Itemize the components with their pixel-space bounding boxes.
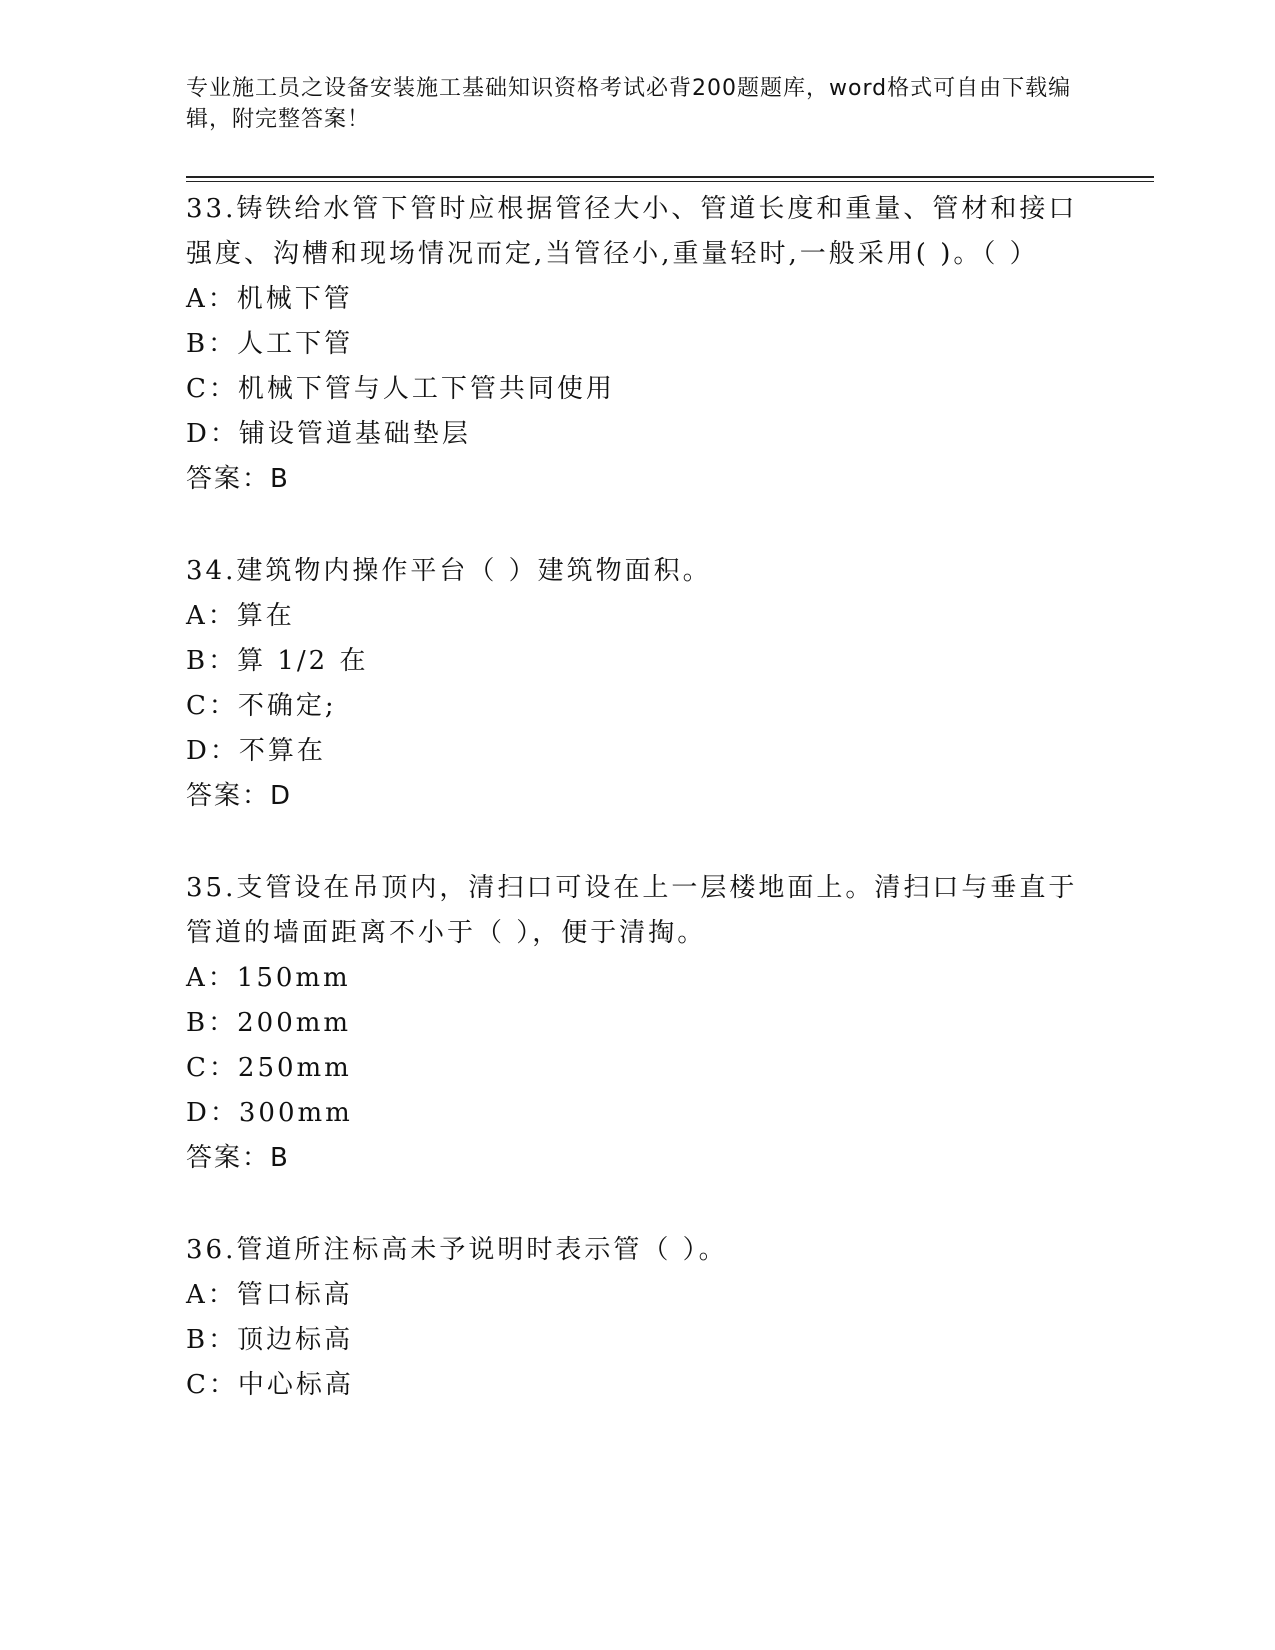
question-text: 33.铸铁给水管下管时应根据管径大小、管道长度和重量、管材和接口强度、沟槽和现场情况而定,当管径小,重量轻时,一般采用( )。（ ） bbox=[186, 194, 1078, 269]
option-label: A： bbox=[186, 963, 237, 993]
option-a bbox=[186, 956, 1086, 1001]
option-a bbox=[186, 594, 1086, 639]
option-b bbox=[186, 1001, 1086, 1046]
question-gap bbox=[186, 502, 1086, 549]
option-d bbox=[186, 1091, 1086, 1136]
question-text: 35.支管设在吊顶内，清扫口可设在上一层楼地面上。清扫口与垂直于管道的墙面距离不小于（ ），便于清掏。 bbox=[186, 873, 1078, 948]
option-label: A： bbox=[186, 1280, 237, 1310]
option-label: C： bbox=[186, 374, 238, 404]
option-text: 机械下管与人工下管共同使用 bbox=[237, 374, 615, 404]
option-label: C： bbox=[186, 691, 238, 721]
question-35 bbox=[186, 866, 1086, 1181]
option-text: 铺设管道基础垫层 bbox=[238, 419, 471, 449]
option-text: 算 1/2 在 bbox=[237, 646, 369, 676]
option-d bbox=[186, 412, 1086, 457]
option-text: 管口标高 bbox=[236, 1280, 353, 1310]
option-label: A： bbox=[186, 601, 237, 631]
header-divider-thick bbox=[186, 176, 1154, 178]
option-label: C： bbox=[186, 1370, 238, 1400]
question-36 bbox=[186, 1228, 1086, 1408]
option-label: A： bbox=[186, 284, 237, 314]
option-text: 中心标高 bbox=[237, 1370, 354, 1400]
question-33 bbox=[186, 187, 1086, 502]
option-label: C： bbox=[186, 1053, 238, 1083]
option-label: D： bbox=[186, 1098, 239, 1128]
question-gap bbox=[186, 819, 1086, 866]
option-text: 机械下管 bbox=[236, 284, 353, 314]
option-label: B： bbox=[186, 1325, 238, 1355]
question-list bbox=[186, 187, 1086, 1408]
option-label: B： bbox=[186, 646, 238, 676]
question-gap bbox=[186, 1181, 1086, 1228]
option-a bbox=[186, 277, 1086, 322]
option-text: 算在 bbox=[236, 601, 295, 631]
option-c bbox=[186, 1046, 1086, 1091]
option-text: 200mm bbox=[237, 1008, 352, 1038]
option-d bbox=[186, 729, 1086, 774]
option-a bbox=[186, 1273, 1086, 1318]
answer-line: 答案：B bbox=[186, 1143, 290, 1173]
option-text: 150mm bbox=[236, 963, 351, 993]
option-c bbox=[186, 684, 1086, 729]
option-text: 不算在 bbox=[238, 736, 326, 766]
option-text: 顶边标高 bbox=[237, 1325, 354, 1355]
option-label: D： bbox=[186, 736, 239, 766]
header-divider-thin bbox=[186, 181, 1154, 182]
question-text: 34.建筑物内操作平台（ ）建筑物面积。 bbox=[186, 556, 712, 586]
question-34 bbox=[186, 549, 1086, 819]
option-c bbox=[186, 367, 1086, 412]
option-label: B： bbox=[186, 1008, 238, 1038]
answer-line: 答案：B bbox=[186, 464, 290, 494]
option-b bbox=[186, 322, 1086, 367]
option-c bbox=[186, 1363, 1086, 1408]
option-text: 250mm bbox=[237, 1053, 352, 1083]
question-text: 36.管道所注标高未予说明时表示管（ ）。 bbox=[186, 1235, 728, 1265]
option-label: D： bbox=[186, 419, 239, 449]
option-b bbox=[186, 1318, 1086, 1363]
option-text: 人工下管 bbox=[237, 329, 354, 359]
option-text: 不确定; bbox=[237, 691, 337, 721]
option-b bbox=[186, 639, 1086, 684]
option-label: B： bbox=[186, 329, 238, 359]
document-header: 专业施工员之设备安装施工基础知识资格考试必背200题题库，word格式可自由下载编辑，附完整答案！ bbox=[186, 76, 1072, 132]
answer-line: 答案：D bbox=[186, 781, 293, 811]
option-text: 300mm bbox=[238, 1098, 353, 1128]
